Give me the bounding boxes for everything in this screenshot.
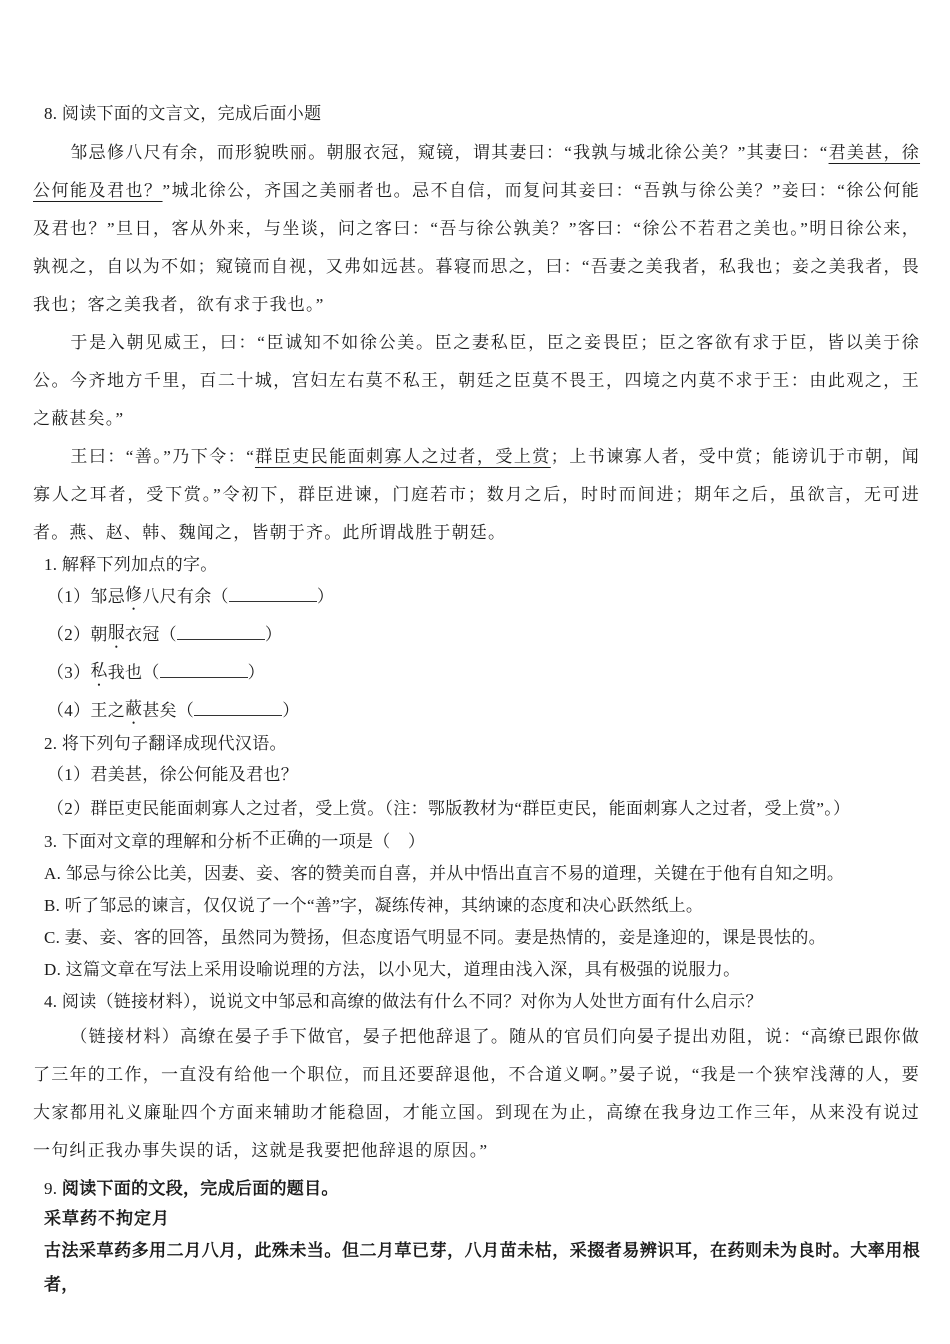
- passage-text: 邹忌修八尺有余，而形貌昳丽。朝服衣冠，窥镜，谓其妻曰：“我孰与城北徐公美？”其妻曰：“: [70, 143, 829, 162]
- q3-option-c: C. 妻、妾、客的回答，虽然同为赞扬，但态度语气明显不同。妻是热情的，妾是逢迎的，课是畏怯的。: [44, 928, 826, 947]
- question-number: 9.: [44, 1179, 62, 1198]
- stem-text: 的一项是（ ）: [304, 832, 426, 851]
- stem-text: 阅读下面的文段，完成后面的题目。: [61, 1179, 339, 1198]
- item-text: ）: [264, 625, 283, 644]
- sub-question-3-stem: [33, 826, 920, 858]
- question-9-section: [33, 1174, 920, 1302]
- passage-paragraph-2: 于是入朝见威王，曰：“臣诚知不如徐公美。臣之妻私臣，臣之妾畏臣；臣之客欲有求于臣，皆以美于徐公。今齐地方千里，百二十城，宫妇左右莫不私王，朝廷之臣莫不畏王，四境之内莫不求于王：由此观之，王之蔽甚矣。”: [33, 333, 920, 428]
- answer-blank-field: [160, 674, 248, 678]
- passage-paragraph-1: [33, 134, 920, 324]
- emphasized-phrase: 不正确: [252, 829, 305, 848]
- q3-option-d: D. 这篇文章在写法上采用设喻说理的方法，以小见大，道理由浅入深，具有极强的说服力。: [44, 960, 741, 979]
- q3-option-b: B. 听了邹忌的谏言，仅仅说了一个“善”字，凝练传神，其纳谏的态度和决心跃然纸上。: [44, 896, 704, 915]
- item-text: 我也（: [107, 663, 160, 682]
- dotted-character: 私: [90, 661, 108, 680]
- question-8-stem: 8. 阅读下面的文言文，完成后面小题: [44, 104, 322, 123]
- sub-question-1-stem: 1. 解释下列加点的字。: [44, 555, 218, 574]
- underlined-sentence-1: 君美甚，徐公何能及君也？: [33, 143, 921, 200]
- item-text: （2）朝: [47, 625, 108, 644]
- item-text: ）: [316, 587, 335, 606]
- item-text: ）: [282, 701, 300, 720]
- item-text: 衣冠（: [125, 625, 177, 644]
- item-text: 八尺有余（: [142, 587, 229, 606]
- passage-paragraph-3: [33, 438, 920, 552]
- passage-title: 采草药不拘定月: [44, 1209, 170, 1228]
- item-text: （3）: [47, 663, 91, 682]
- item-text: ）: [247, 663, 265, 682]
- q1-item-3: [33, 654, 920, 692]
- passage-text: 王曰：“善。”乃下令：“: [70, 447, 255, 466]
- q1-item-2: [33, 616, 920, 654]
- dotted-character: 修: [125, 585, 143, 604]
- underlined-sentence-2: 群臣吏民能面刺寡人之过者，受上赏: [254, 447, 551, 466]
- question-9-stem: [44, 1174, 920, 1204]
- q2-item-2: （2）群臣吏民能面刺寡人之过者，受上赏。（注：鄂版教材为“群臣吏民，能面刺寡人之过者，受上赏”。）: [47, 799, 851, 818]
- item-text: 甚矣（: [142, 701, 195, 720]
- sub-question-2-stem: 2. 将下列句子翻译成现代汉语。: [44, 734, 287, 753]
- answer-blank-field: [229, 598, 317, 602]
- answer-blank-field: [177, 636, 265, 640]
- linked-material-paragraph: （链接材料）高缭在晏子手下做官，晏子把他辞退了。随从的官员们向晏子提出劝阻，说：“高缭已跟你做了三年的工作，一直没有给他一个职位，而且还要辞退他，不合道义啊。”晏子说，“我是一个狭窄浅薄的人，要大家都用礼义廉耻四个方面来辅助才能稳固，才能立国。到现在为止，高缭在我身边工作三年，从来没有说过一句纠正我办事失误的话，这就是我要把他辞退的原因。”: [33, 1027, 920, 1160]
- passage-text: ”城北徐公，齐国之美丽者也。忌不自信，而复问其妾曰：“吾孰与徐公美？”妾曰：“徐公何能及君也？”旦日，客从外来，与坐谈，问之客曰：“吾与徐公孰美？”客曰：“徐公不若君之美也。”明日徐公来，孰视之，自以为不如；窥镜而自视，又弗如远甚。暮寝而思之，曰：“吾妻之美我者，私我也；妾之美我者，畏我也；客之美我者，欲有求于我也。”: [33, 181, 921, 314]
- item-text: （4）王之: [47, 701, 125, 720]
- q2-item-1: （1）君美甚，徐公何能及君也？: [47, 765, 298, 784]
- passage-text: ；上书谏寡人者，受中赏；能谤讥于市朝，闻寡人之耳者，受下赏。”令初下，群臣进谏，门庭若市；数月之后，时时而间进；期年之后，虽欲言，无可进者。燕、赵、韩、魏闻之，皆朝于齐。此所谓战胜于朝廷。: [33, 447, 920, 542]
- q9-passage-paragraph: 古法采草药多用二月八月，此殊未当。但二月草已芽，八月苗未枯，采掇者易辨识耳，在药则未为良时。大率用根者，: [44, 1241, 920, 1294]
- dotted-character: 服: [107, 623, 126, 642]
- q1-item-1: [33, 578, 920, 616]
- q3-option-a: A. 邹忌与徐公比美，因妻、妾、客的赞美而自喜，并从中悟出直言不易的道理，关键在于他有自知之明。: [44, 864, 845, 883]
- answer-blank-field: [194, 712, 282, 716]
- item-text: （1）邹忌: [47, 587, 125, 606]
- dotted-character: 蔽: [125, 699, 143, 718]
- stem-text: 3. 下面对文章的理解和分析: [44, 832, 253, 851]
- sub-question-4-stem: 4. 阅读（链接材料），说说文中邹忌和高缭的做法有什么不同？对你为人处世方面有什么启示？: [44, 992, 763, 1011]
- q1-item-4: [33, 692, 920, 730]
